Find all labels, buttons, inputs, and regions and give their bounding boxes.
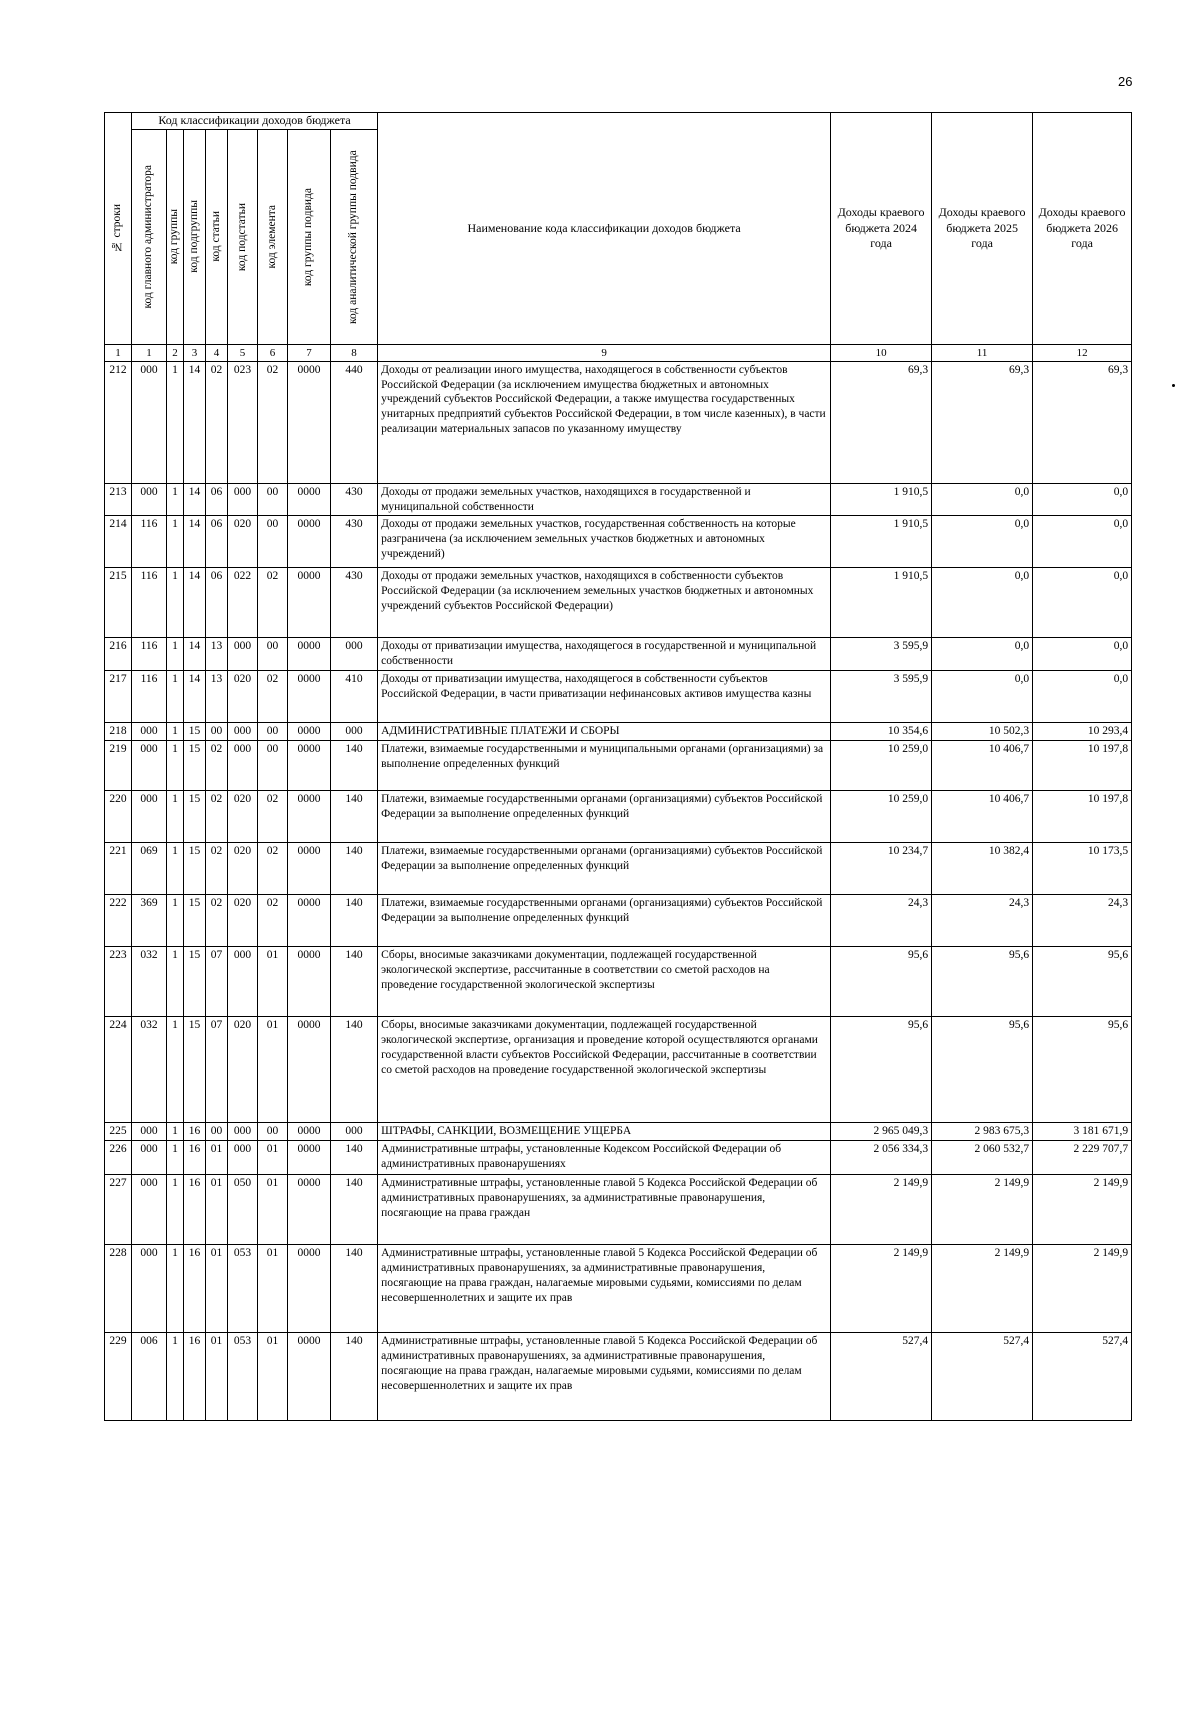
code-subarticle: 020 bbox=[228, 671, 258, 723]
row-number: 220 bbox=[105, 791, 132, 843]
column-number: 10 bbox=[831, 344, 932, 361]
code-element: 02 bbox=[258, 895, 288, 947]
code-analytic-group: 140 bbox=[331, 791, 378, 843]
code-group: 1 bbox=[167, 723, 184, 741]
header-code-subarticle bbox=[228, 129, 258, 344]
header-row-no bbox=[105, 113, 132, 345]
code-group: 1 bbox=[167, 895, 184, 947]
row-number: 225 bbox=[105, 1123, 132, 1141]
code-analytic-group: 140 bbox=[331, 1175, 378, 1245]
code-subtype-group: 0000 bbox=[288, 895, 331, 947]
code-group: 1 bbox=[167, 1141, 184, 1175]
code-subgroup: 14 bbox=[184, 568, 206, 638]
code-article: 01 bbox=[206, 1175, 228, 1245]
amount-2025: 0,0 bbox=[932, 638, 1033, 671]
code-element: 00 bbox=[258, 638, 288, 671]
revenue-name: АДМИНИСТРАТИВНЫЕ ПЛАТЕЖИ И СБОРЫ bbox=[378, 723, 831, 741]
code-element: 00 bbox=[258, 1123, 288, 1141]
code-admin: 000 bbox=[132, 1141, 167, 1175]
row-number: 226 bbox=[105, 1141, 132, 1175]
code-element: 02 bbox=[258, 361, 288, 483]
revenue-name: Административные штрафы, установленные главой 5 Кодекса Российской Федерации об административных правонарушениях, за административные правонарушения, посягающие на права граждан, налагаемые мировыми судьями, комиссиями по делам несовершеннолетних и защите их прав bbox=[378, 1245, 831, 1333]
amount-2026: 95,6 bbox=[1033, 947, 1132, 1017]
code-subgroup: 16 bbox=[184, 1141, 206, 1175]
code-analytic-group: 140 bbox=[331, 895, 378, 947]
amount-2025: 2 983 675,3 bbox=[932, 1123, 1033, 1141]
code-element: 02 bbox=[258, 671, 288, 723]
header-code-subtype-group bbox=[288, 129, 331, 344]
code-subarticle: 020 bbox=[228, 791, 258, 843]
code-analytic-group: 140 bbox=[331, 1141, 378, 1175]
header-code-element bbox=[258, 129, 288, 344]
header-row-no-label: № строки bbox=[111, 204, 124, 253]
code-element: 00 bbox=[258, 723, 288, 741]
amount-2024: 1 910,5 bbox=[831, 568, 932, 638]
amount-2026: 0,0 bbox=[1033, 483, 1132, 516]
code-subgroup: 14 bbox=[184, 638, 206, 671]
code-element: 01 bbox=[258, 1175, 288, 1245]
table-row bbox=[105, 568, 1132, 638]
header-code-subarticle-label: код подстатьи bbox=[235, 202, 248, 271]
code-subgroup: 14 bbox=[184, 483, 206, 516]
amount-2026: 3 181 671,9 bbox=[1033, 1123, 1132, 1141]
amount-2024: 95,6 bbox=[831, 1017, 932, 1123]
amount-2024: 2 056 334,3 bbox=[831, 1141, 932, 1175]
code-article: 13 bbox=[206, 638, 228, 671]
amount-2026: 2 149,9 bbox=[1033, 1245, 1132, 1333]
amount-2025: 69,3 bbox=[932, 361, 1033, 483]
code-group: 1 bbox=[167, 671, 184, 723]
code-subgroup: 15 bbox=[184, 947, 206, 1017]
code-analytic-group: 140 bbox=[331, 843, 378, 895]
code-subarticle: 050 bbox=[228, 1175, 258, 1245]
column-number: 3 bbox=[184, 344, 206, 361]
amount-2025: 95,6 bbox=[932, 1017, 1033, 1123]
amount-2025: 527,4 bbox=[932, 1333, 1033, 1421]
code-subtype-group: 0000 bbox=[288, 671, 331, 723]
code-element: 01 bbox=[258, 1141, 288, 1175]
code-article: 13 bbox=[206, 671, 228, 723]
code-subtype-group: 0000 bbox=[288, 1141, 331, 1175]
code-article: 07 bbox=[206, 1017, 228, 1123]
row-number: 222 bbox=[105, 895, 132, 947]
code-subarticle: 022 bbox=[228, 568, 258, 638]
code-group: 1 bbox=[167, 947, 184, 1017]
code-group: 1 bbox=[167, 361, 184, 483]
code-subtype-group: 0000 bbox=[288, 516, 331, 568]
header-code-analytic-group bbox=[331, 129, 378, 344]
amount-2026: 0,0 bbox=[1033, 671, 1132, 723]
code-subtype-group: 0000 bbox=[288, 741, 331, 791]
row-number: 224 bbox=[105, 1017, 132, 1123]
amount-2026: 0,0 bbox=[1033, 568, 1132, 638]
amount-2026: 2 229 707,7 bbox=[1033, 1141, 1132, 1175]
column-number: 4 bbox=[206, 344, 228, 361]
code-article: 02 bbox=[206, 791, 228, 843]
table-row bbox=[105, 1017, 1132, 1123]
code-subtype-group: 0000 bbox=[288, 843, 331, 895]
code-subgroup: 15 bbox=[184, 791, 206, 843]
code-subtype-group: 0000 bbox=[288, 1245, 331, 1333]
header-code-subgroup bbox=[184, 129, 206, 344]
code-article: 02 bbox=[206, 843, 228, 895]
code-subarticle: 000 bbox=[228, 1141, 258, 1175]
table-row bbox=[105, 723, 1132, 741]
header-code-article bbox=[206, 129, 228, 344]
code-group: 1 bbox=[167, 1333, 184, 1421]
column-number: 11 bbox=[932, 344, 1033, 361]
column-number-row bbox=[105, 344, 1132, 361]
code-admin: 032 bbox=[132, 947, 167, 1017]
code-analytic-group: 140 bbox=[331, 1333, 378, 1421]
amount-2026: 10 197,8 bbox=[1033, 791, 1132, 843]
row-number: 212 bbox=[105, 361, 132, 483]
code-subgroup: 15 bbox=[184, 843, 206, 895]
code-analytic-group: 140 bbox=[331, 947, 378, 1017]
amount-2025: 2 149,9 bbox=[932, 1245, 1033, 1333]
code-group: 1 bbox=[167, 568, 184, 638]
amount-2025: 10 406,7 bbox=[932, 741, 1033, 791]
amount-2024: 2 149,9 bbox=[831, 1175, 932, 1245]
table-row bbox=[105, 895, 1132, 947]
amount-2026: 24,3 bbox=[1033, 895, 1132, 947]
code-group: 1 bbox=[167, 1245, 184, 1333]
code-analytic-group: 140 bbox=[331, 1017, 378, 1123]
code-subarticle: 000 bbox=[228, 947, 258, 1017]
code-admin: 032 bbox=[132, 1017, 167, 1123]
code-subgroup: 16 bbox=[184, 1333, 206, 1421]
code-subarticle: 000 bbox=[228, 483, 258, 516]
table-row bbox=[105, 1123, 1132, 1141]
code-subtype-group: 0000 bbox=[288, 723, 331, 741]
code-subtype-group: 0000 bbox=[288, 361, 331, 483]
amount-2026: 2 149,9 bbox=[1033, 1175, 1132, 1245]
table-row bbox=[105, 516, 1132, 568]
code-subgroup: 14 bbox=[184, 361, 206, 483]
code-admin: 000 bbox=[132, 361, 167, 483]
code-group: 1 bbox=[167, 1017, 184, 1123]
code-subtype-group: 0000 bbox=[288, 1333, 331, 1421]
code-analytic-group: 440 bbox=[331, 361, 378, 483]
amount-2026: 10 293,4 bbox=[1033, 723, 1132, 741]
code-analytic-group: 430 bbox=[331, 483, 378, 516]
header-code-subgroup-label: код подгруппы bbox=[187, 200, 200, 273]
code-group: 1 bbox=[167, 843, 184, 895]
code-admin: 000 bbox=[132, 791, 167, 843]
header-year-2024: Доходы краевого бюджета 2024 года bbox=[831, 113, 932, 345]
amount-2025: 0,0 bbox=[932, 516, 1033, 568]
code-article: 01 bbox=[206, 1333, 228, 1421]
code-article: 02 bbox=[206, 741, 228, 791]
code-element: 01 bbox=[258, 1333, 288, 1421]
code-element: 00 bbox=[258, 516, 288, 568]
code-analytic-group: 430 bbox=[331, 516, 378, 568]
code-element: 01 bbox=[258, 1017, 288, 1123]
code-article: 06 bbox=[206, 516, 228, 568]
amount-2025: 10 382,4 bbox=[932, 843, 1033, 895]
header-code-admin bbox=[132, 129, 167, 344]
code-analytic-group: 140 bbox=[331, 741, 378, 791]
code-admin: 369 bbox=[132, 895, 167, 947]
row-number: 213 bbox=[105, 483, 132, 516]
row-number: 229 bbox=[105, 1333, 132, 1421]
code-analytic-group: 000 bbox=[331, 723, 378, 741]
table-row bbox=[105, 843, 1132, 895]
code-article: 02 bbox=[206, 895, 228, 947]
amount-2025: 2 060 532,7 bbox=[932, 1141, 1033, 1175]
header-code-group: Код классификации доходов бюджета bbox=[132, 113, 378, 130]
amount-2025: 0,0 bbox=[932, 483, 1033, 516]
revenue-name: Доходы от приватизации имущества, находящегося в собственности субъектов Российской Федерации, в части приватизации нефинансовых активов имущества казны bbox=[378, 671, 831, 723]
revenue-name: ШТРАФЫ, САНКЦИИ, ВОЗМЕЩЕНИЕ УЩЕРБА bbox=[378, 1123, 831, 1141]
amount-2026: 69,3 bbox=[1033, 361, 1132, 483]
row-number: 218 bbox=[105, 723, 132, 741]
amount-2025: 95,6 bbox=[932, 947, 1033, 1017]
amount-2026: 0,0 bbox=[1033, 516, 1132, 568]
code-element: 02 bbox=[258, 791, 288, 843]
amount-2024: 95,6 bbox=[831, 947, 932, 1017]
column-number: 1 bbox=[132, 344, 167, 361]
code-analytic-group: 140 bbox=[331, 1245, 378, 1333]
table-row bbox=[105, 791, 1132, 843]
code-article: 07 bbox=[206, 947, 228, 1017]
revenue-name: Платежи, взимаемые государственными и муниципальными органами (организациями) за выполнение определенных функций bbox=[378, 741, 831, 791]
code-article: 00 bbox=[206, 723, 228, 741]
row-number: 216 bbox=[105, 638, 132, 671]
revenue-table bbox=[104, 112, 1132, 1421]
revenue-name: Доходы от реализации иного имущества, находящегося в собственности субъектов Российской Федерации (за исключением имущества бюджетных и автономных учреждений субъектов Российской Федерации, а также имущества государственных унитарных предприятий субъектов Российской Федерации, в том числе казенных), в части реализации материальных запасов по указанному имуществу bbox=[378, 361, 831, 483]
row-number: 227 bbox=[105, 1175, 132, 1245]
code-element: 01 bbox=[258, 947, 288, 1017]
amount-2024: 3 595,9 bbox=[831, 638, 932, 671]
header-name: Наименование кода классификации доходов бюджета bbox=[378, 113, 831, 345]
revenue-name: Платежи, взимаемые государственными органами (организациями) субъектов Российской Федерации за выполнение определенных функций bbox=[378, 791, 831, 843]
row-number: 228 bbox=[105, 1245, 132, 1333]
header-year-2026: Доходы краевого бюджета 2026 года bbox=[1033, 113, 1132, 345]
amount-2025: 2 149,9 bbox=[932, 1175, 1033, 1245]
code-admin: 000 bbox=[132, 1245, 167, 1333]
header-code-analytic-group-label: код аналитической группы подвида bbox=[347, 149, 360, 324]
revenue-name: Доходы от приватизации имущества, находящегося в государственной и муниципальной собственности bbox=[378, 638, 831, 671]
amount-2025: 10 406,7 bbox=[932, 791, 1033, 843]
amount-2024: 527,4 bbox=[831, 1333, 932, 1421]
revenue-name: Сборы, вносимые заказчиками документации, подлежащей государственной экологической экспертизе, организация и проведение которой осуществляются органами государственной власти субъектов Российской Федерации, рассчитанные в соответствии со сметой расходов на проведение государственной экологической экспертизы bbox=[378, 1017, 831, 1123]
code-subgroup: 16 bbox=[184, 1123, 206, 1141]
code-subarticle: 020 bbox=[228, 895, 258, 947]
code-subtype-group: 0000 bbox=[288, 1123, 331, 1141]
row-number: 223 bbox=[105, 947, 132, 1017]
column-number: 9 bbox=[378, 344, 831, 361]
table-row bbox=[105, 947, 1132, 1017]
amount-2024: 24,3 bbox=[831, 895, 932, 947]
code-admin: 000 bbox=[132, 741, 167, 791]
code-element: 00 bbox=[258, 483, 288, 516]
code-admin: 116 bbox=[132, 671, 167, 723]
table-row bbox=[105, 1333, 1132, 1421]
code-admin: 116 bbox=[132, 568, 167, 638]
code-admin: 116 bbox=[132, 638, 167, 671]
revenue-name: Административные штрафы, установленные Кодексом Российской Федерации об административных правонарушениях bbox=[378, 1141, 831, 1175]
amount-2026: 0,0 bbox=[1033, 638, 1132, 671]
row-number: 221 bbox=[105, 843, 132, 895]
amount-2025: 24,3 bbox=[932, 895, 1033, 947]
code-subarticle: 020 bbox=[228, 1017, 258, 1123]
code-element: 02 bbox=[258, 568, 288, 638]
column-number: 5 bbox=[228, 344, 258, 361]
code-admin: 006 bbox=[132, 1333, 167, 1421]
code-admin: 000 bbox=[132, 1175, 167, 1245]
revenue-name: Административные штрафы, установленные главой 5 Кодекса Российской Федерации об административных правонарушениях, за административные правонарушения, посягающие на права граждан bbox=[378, 1175, 831, 1245]
amount-2024: 10 259,0 bbox=[831, 791, 932, 843]
code-subarticle: 053 bbox=[228, 1333, 258, 1421]
code-subarticle: 000 bbox=[228, 723, 258, 741]
code-subtype-group: 0000 bbox=[288, 1175, 331, 1245]
code-analytic-group: 430 bbox=[331, 568, 378, 638]
revenue-name: Платежи, взимаемые государственными органами (организациями) субъектов Российской Федерации за выполнение определенных функций bbox=[378, 843, 831, 895]
revenue-name: Доходы от продажи земельных участков, находящихся в собственности субъектов Российской Федерации (за исключением земельных участков бюджетных и автономных учреждений субъектов Российской Федерации) bbox=[378, 568, 831, 638]
code-subtype-group: 0000 bbox=[288, 568, 331, 638]
amount-2026: 10 173,5 bbox=[1033, 843, 1132, 895]
page-number: 26 bbox=[1118, 74, 1133, 89]
code-element: 00 bbox=[258, 741, 288, 791]
code-subgroup: 15 bbox=[184, 741, 206, 791]
code-element: 01 bbox=[258, 1245, 288, 1333]
code-analytic-group: 000 bbox=[331, 638, 378, 671]
row-number: 214 bbox=[105, 516, 132, 568]
column-number: 1 bbox=[105, 344, 132, 361]
header-code-group-col bbox=[167, 129, 184, 344]
row-number: 219 bbox=[105, 741, 132, 791]
table-row bbox=[105, 741, 1132, 791]
code-admin: 000 bbox=[132, 723, 167, 741]
header-code-subtype-group-label: код группы подвида bbox=[302, 187, 315, 286]
code-article: 00 bbox=[206, 1123, 228, 1141]
code-admin: 000 bbox=[132, 483, 167, 516]
revenue-name: Сборы, вносимые заказчиками документации, подлежащей государственной экологической экспертизе, рассчитанные в соответствии со сметой расходов на проведение государственной экологической экспертизы bbox=[378, 947, 831, 1017]
header-code-element-label: код элемента bbox=[265, 204, 278, 269]
table-row bbox=[105, 638, 1132, 671]
code-subgroup: 15 bbox=[184, 723, 206, 741]
column-number: 7 bbox=[288, 344, 331, 361]
amount-2024: 2 149,9 bbox=[831, 1245, 932, 1333]
code-subarticle: 023 bbox=[228, 361, 258, 483]
code-subgroup: 15 bbox=[184, 895, 206, 947]
header-year-2025: Доходы краевого бюджета 2025 года bbox=[932, 113, 1033, 345]
table-row bbox=[105, 1175, 1132, 1245]
column-number: 8 bbox=[331, 344, 378, 361]
table-row bbox=[105, 671, 1132, 723]
code-element: 02 bbox=[258, 843, 288, 895]
code-subarticle: 020 bbox=[228, 843, 258, 895]
amount-2025: 0,0 bbox=[932, 671, 1033, 723]
code-subtype-group: 0000 bbox=[288, 483, 331, 516]
code-subgroup: 14 bbox=[184, 516, 206, 568]
code-article: 02 bbox=[206, 361, 228, 483]
code-subgroup: 16 bbox=[184, 1245, 206, 1333]
code-subarticle: 000 bbox=[228, 741, 258, 791]
row-number: 217 bbox=[105, 671, 132, 723]
revenue-name: Доходы от продажи земельных участков, находящихся в государственной и муниципальной собственности bbox=[378, 483, 831, 516]
amount-2024: 10 234,7 bbox=[831, 843, 932, 895]
amount-2025: 0,0 bbox=[932, 568, 1033, 638]
code-article: 06 bbox=[206, 483, 228, 516]
table-row bbox=[105, 361, 1132, 483]
code-analytic-group: 410 bbox=[331, 671, 378, 723]
header-code-admin-label: код главного администратора bbox=[142, 164, 155, 309]
code-subtype-group: 0000 bbox=[288, 638, 331, 671]
column-number: 6 bbox=[258, 344, 288, 361]
amount-2024: 1 910,5 bbox=[831, 483, 932, 516]
column-number: 12 bbox=[1033, 344, 1132, 361]
code-admin: 116 bbox=[132, 516, 167, 568]
code-subgroup: 16 bbox=[184, 1175, 206, 1245]
amount-2024: 1 910,5 bbox=[831, 516, 932, 568]
amount-2026: 527,4 bbox=[1033, 1333, 1132, 1421]
code-analytic-group: 000 bbox=[331, 1123, 378, 1141]
amount-2024: 10 354,6 bbox=[831, 723, 932, 741]
code-group: 1 bbox=[167, 483, 184, 516]
code-subtype-group: 0000 bbox=[288, 947, 331, 1017]
code-admin: 069 bbox=[132, 843, 167, 895]
code-subarticle: 020 bbox=[228, 516, 258, 568]
amount-2024: 10 259,0 bbox=[831, 741, 932, 791]
amount-2024: 69,3 bbox=[831, 361, 932, 483]
code-article: 01 bbox=[206, 1141, 228, 1175]
table-row bbox=[105, 483, 1132, 516]
code-group: 1 bbox=[167, 1175, 184, 1245]
revenue-name: Платежи, взимаемые государственными органами (организациями) субъектов Российской Федерации за выполнение определенных функций bbox=[378, 895, 831, 947]
header-code-article-label: код статьи bbox=[209, 211, 222, 262]
code-group: 1 bbox=[167, 638, 184, 671]
code-subarticle: 000 bbox=[228, 638, 258, 671]
amount-2026: 95,6 bbox=[1033, 1017, 1132, 1123]
code-subtype-group: 0000 bbox=[288, 1017, 331, 1123]
amount-2026: 10 197,8 bbox=[1033, 741, 1132, 791]
code-group: 1 bbox=[167, 791, 184, 843]
code-subtype-group: 0000 bbox=[288, 791, 331, 843]
revenue-name: Административные штрафы, установленные главой 5 Кодекса Российской Федерации об административных правонарушениях, за административные правонарушения, посягающие на права граждан, налагаемые мировыми судьями, комиссиями по делам несовершеннолетних и защите их прав bbox=[378, 1333, 831, 1421]
amount-2024: 3 595,9 bbox=[831, 671, 932, 723]
header-code-group-label: код группы bbox=[168, 208, 181, 265]
code-subarticle: 000 bbox=[228, 1123, 258, 1141]
code-subarticle: 053 bbox=[228, 1245, 258, 1333]
code-group: 1 bbox=[167, 516, 184, 568]
amount-2025: 10 502,3 bbox=[932, 723, 1033, 741]
code-admin: 000 bbox=[132, 1123, 167, 1141]
table-row bbox=[105, 1141, 1132, 1175]
amount-2024: 2 965 049,3 bbox=[831, 1123, 932, 1141]
revenue-name: Доходы от продажи земельных участков, государственная собственность на которые разграничена (за исключением земельных участков бюджетных и автономных учреждений) bbox=[378, 516, 831, 568]
table-body bbox=[105, 361, 1132, 1421]
code-group: 1 bbox=[167, 741, 184, 791]
code-article: 01 bbox=[206, 1245, 228, 1333]
code-group: 1 bbox=[167, 1123, 184, 1141]
row-number: 215 bbox=[105, 568, 132, 638]
code-article: 06 bbox=[206, 568, 228, 638]
code-subgroup: 15 bbox=[184, 1017, 206, 1123]
column-number: 2 bbox=[167, 344, 184, 361]
table-row bbox=[105, 1245, 1132, 1333]
scan-speck bbox=[1172, 384, 1175, 387]
code-subgroup: 14 bbox=[184, 671, 206, 723]
